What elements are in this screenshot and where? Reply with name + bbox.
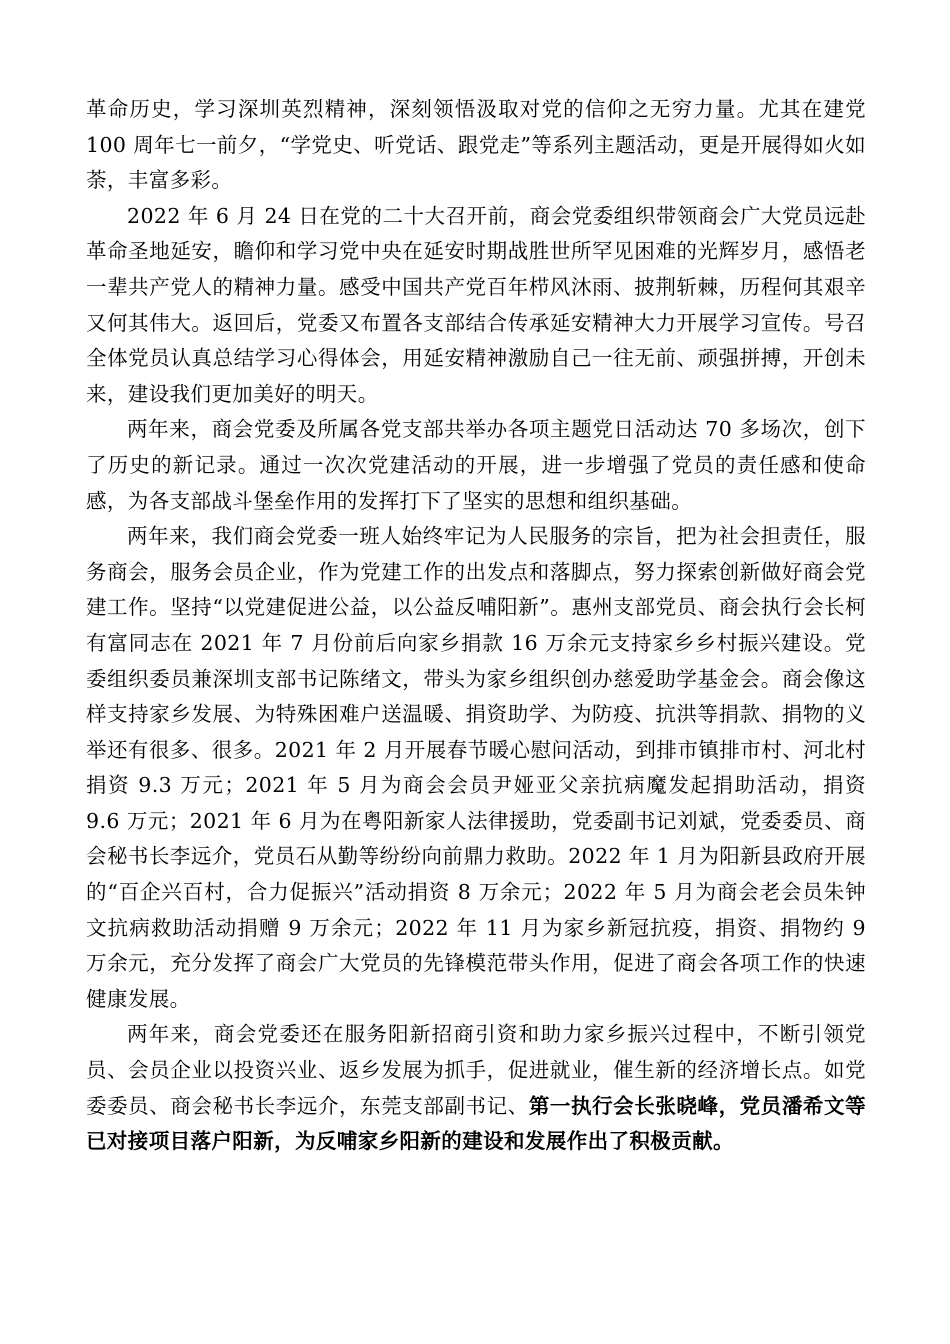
paragraph-text: 2022 年 6 月 24 日在党的二十大召开前，商会党委组织带领商会广大党员远赴革命圣地延安，瞻仰和学习党中央在延安时期战胜世所罕见困难的光辉岁月，感悟老一辈共产党人的精神力量。感受中国共产党百年栉风沐雨、披荆斩棘，历程何其艰辛又何其伟大。返回后，党委又布置各支部结合传承延安精神大力开展学习宣传。号召全体党员认真总结学习心得体会，用延安精神激励自己一往无前、顽强拼搏，开创未来，建设我们更加美好的明天。 [86,203,866,406]
paragraph-investment-promotion [86,1017,866,1159]
paragraph-text: 两年来，商会党委及所属各党支部共举办各项主题党日活动达 70 多场次，创下了历史的新记录。通过一次次党建活动的开展，进一步增强了党员的责任感和使命感，为各支部战斗堡垒作用的发挥打下了坚实的思想和组织基础。 [86,417,866,513]
paragraph-text: 两年来，商会党委还在服务阳新招商引资和助力家乡振兴过程中，不断引领党员、会员企业以投资兴业、返乡发展为抓手，促进就业，催生新的经济增长点。如党委委员、商会秘书长李远介，东莞支部副书记、 [86,1022,866,1118]
paragraph-party-day-activities [86,412,866,519]
paragraph-bold-text: 第一执行会长张晓峰，党员潘希文等已对接项目落户阳新，为反哺家乡阳新的建设和发展作出了积极贡献。 [86,1093,866,1154]
paragraph-text: 两年来，我们商会党委一班人始终牢记为人民服务的宗旨，把为社会担责任，服务商会，服务会员企业，作为党建工作的出发点和落脚点，努力探索创新做好商会党建工作。坚持“以党建促进公益，以公益反哺阳新”。惠州支部党员、商会执行会长柯有富同志在 2021 年 7 月份前后向家乡捐款 16 万余元支持家乡乡村振兴建设。党委组织委员兼深圳支部书记陈绪文，带头为家乡组织创办慈爱助学基金会。商会像这样支持家乡发展、为特殊困难户送温暖、捐资助学、为防疫、抗洪等捐款、捐物的义举还有很多、很多。2021 年 2 月开展春节暖心慰问活动，到排市镇排市村、河北村捐资 9.3 万元；2021 年 5 月为商会会员尹娅亚父亲抗病魔发起捐助活动，捐资 9.6 万元；2021 年 6 月为在粤阳新家人法律援助，党委副书记刘斌，党委委员、商会秘书长李远介，党员石从勤等纷纷向前鼎力救助。2022 年 1 月为阳新县政府开展的“百企兴百村，合力促振兴”活动捐资 8 万余元；2022 年 5 月为商会老会员朱钟文抗病救助活动捐赠 9 万余元；2022 年 11 月为家乡新冠抗疫，捐资、捐物约 9 万余元，充分发挥了商会广大党员的先锋模范带头作用，促进了商会各项工作的快速健康发展。 [86,524,866,1011]
paragraph-yanan-visit [86,199,866,413]
paragraph-text: 革命历史，学习深圳英烈精神，深刻领悟汲取对党的信仰之无穷力量。尤其在建党 100 周年七一前夕，“学党史、听党话、跟党走”等系列主题活动，更是开展得如火如荼，丰富多彩。 [86,97,866,193]
document-page [86,92,866,1160]
paragraph-revolution-history [86,92,866,199]
paragraph-public-welfare [86,519,866,1017]
